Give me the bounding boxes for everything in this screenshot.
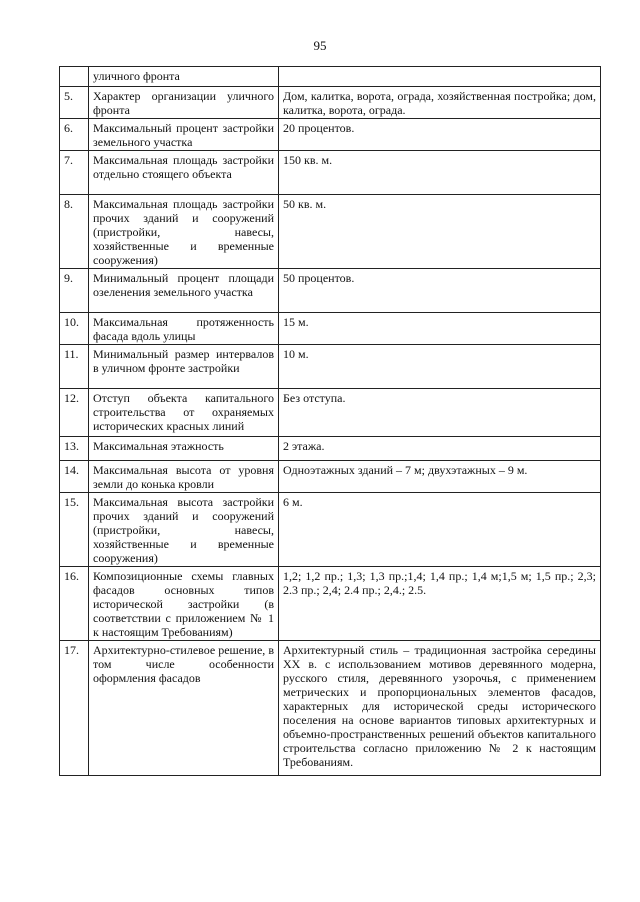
table-row bbox=[60, 389, 601, 437]
parameter-value: 10 м. bbox=[279, 345, 601, 389]
parameter-name: Максимальная площадь застройки отдельно стоящего объекта bbox=[89, 151, 279, 195]
row-number: 8. bbox=[60, 195, 89, 269]
row-number: 17. bbox=[60, 641, 89, 776]
parameter-value: 2 этажа. bbox=[279, 437, 601, 461]
parameter-name: Архитектурно-стилевое решение, в том числе особенности оформления фасадов bbox=[89, 641, 279, 776]
row-number: 12. bbox=[60, 389, 89, 437]
parameter-name: Максимальная этажность bbox=[89, 437, 279, 461]
parameter-name: Минимальный процент площади озеленения земельного участка bbox=[89, 269, 279, 313]
row-number bbox=[60, 67, 89, 87]
parameter-name: Максимальная протяженность фасада вдоль улицы bbox=[89, 313, 279, 345]
table-row bbox=[60, 345, 601, 389]
row-number: 7. bbox=[60, 151, 89, 195]
row-number: 5. bbox=[60, 87, 89, 119]
parameter-value: 1,2; 1,2 пр.; 1,3; 1,3 пр.;1,4; 1,4 пр.; 1,4 м;1,5 м; 1,5 пр.; 2,3; 2.3 пр.; 2,4; 2.4 пр.; 2,4.; 2.5. bbox=[279, 567, 601, 641]
parameter-value: 6 м. bbox=[279, 493, 601, 567]
row-number: 10. bbox=[60, 313, 89, 345]
table-row bbox=[60, 493, 601, 567]
row-number: 11. bbox=[60, 345, 89, 389]
page-number: 95 bbox=[313, 38, 327, 53]
parameter-name: уличного фронта bbox=[89, 67, 279, 87]
parameter-value: 15 м. bbox=[279, 313, 601, 345]
parameter-name: Максимальная высота застройки прочих зданий и сооружений (пристройки, навесы, хозяйственные и временные сооружения) bbox=[89, 493, 279, 567]
requirements-table bbox=[59, 66, 601, 776]
table-row bbox=[60, 195, 601, 269]
parameter-value: 50 кв. м. bbox=[279, 195, 601, 269]
row-number: 14. bbox=[60, 461, 89, 493]
parameter-value: 20 процентов. bbox=[279, 119, 601, 151]
parameter-value: Без отступа. bbox=[279, 389, 601, 437]
parameter-value bbox=[279, 67, 601, 87]
row-number: 16. bbox=[60, 567, 89, 641]
table-row bbox=[60, 87, 601, 119]
table-row bbox=[60, 67, 601, 87]
parameter-name: Максимальная площадь застройки прочих зданий и сооружений (пристройки, навесы, хозяйственные и временные сооружения) bbox=[89, 195, 279, 269]
parameter-name: Максимальная высота от уровня земли до конька кровли bbox=[89, 461, 279, 493]
table-row bbox=[60, 641, 601, 776]
parameter-name: Максимальный процент застройки земельного участка bbox=[89, 119, 279, 151]
row-number: 6. bbox=[60, 119, 89, 151]
table-row bbox=[60, 567, 601, 641]
parameter-name: Минимальный размер интервалов в уличном фронте застройки bbox=[89, 345, 279, 389]
parameter-name: Отступ объекта капитального строительства от охраняемых исторических красных линий bbox=[89, 389, 279, 437]
row-number: 13. bbox=[60, 437, 89, 461]
parameter-value: Дом, калитка, ворота, ограда, хозяйственная постройка; дом, калитка, ворота, ограда. bbox=[279, 87, 601, 119]
parameter-value: 150 кв. м. bbox=[279, 151, 601, 195]
table-row bbox=[60, 119, 601, 151]
table-row bbox=[60, 313, 601, 345]
parameter-value: Одноэтажных зданий – 7 м; двухэтажных – 9 м. bbox=[279, 461, 601, 493]
table-row bbox=[60, 151, 601, 195]
table-row bbox=[60, 461, 601, 493]
table-row bbox=[60, 269, 601, 313]
row-number: 15. bbox=[60, 493, 89, 567]
parameter-name: Характер организации уличного фронта bbox=[89, 87, 279, 119]
row-number: 9. bbox=[60, 269, 89, 313]
parameter-value: 50 процентов. bbox=[279, 269, 601, 313]
parameter-name: Композиционные схемы главных фасадов основных типов исторической застройки (в соответствии с приложением № 1 к настоящим Требованиям) bbox=[89, 567, 279, 641]
table-row bbox=[60, 437, 601, 461]
parameter-value: Архитектурный стиль – традиционная застройка середины XX в. с использованием мотивов деревянного модерна, русского стиля, деревянного узорочья, с применением метрических и пропорциональных элементов фасадов, характерных для исторической среды исторического поселения на основе вариантов типовых архитектурных и объемно-пространственных решений объектов капитального строительства согласно приложению № 2 к настоящим Требованиям. bbox=[279, 641, 601, 776]
